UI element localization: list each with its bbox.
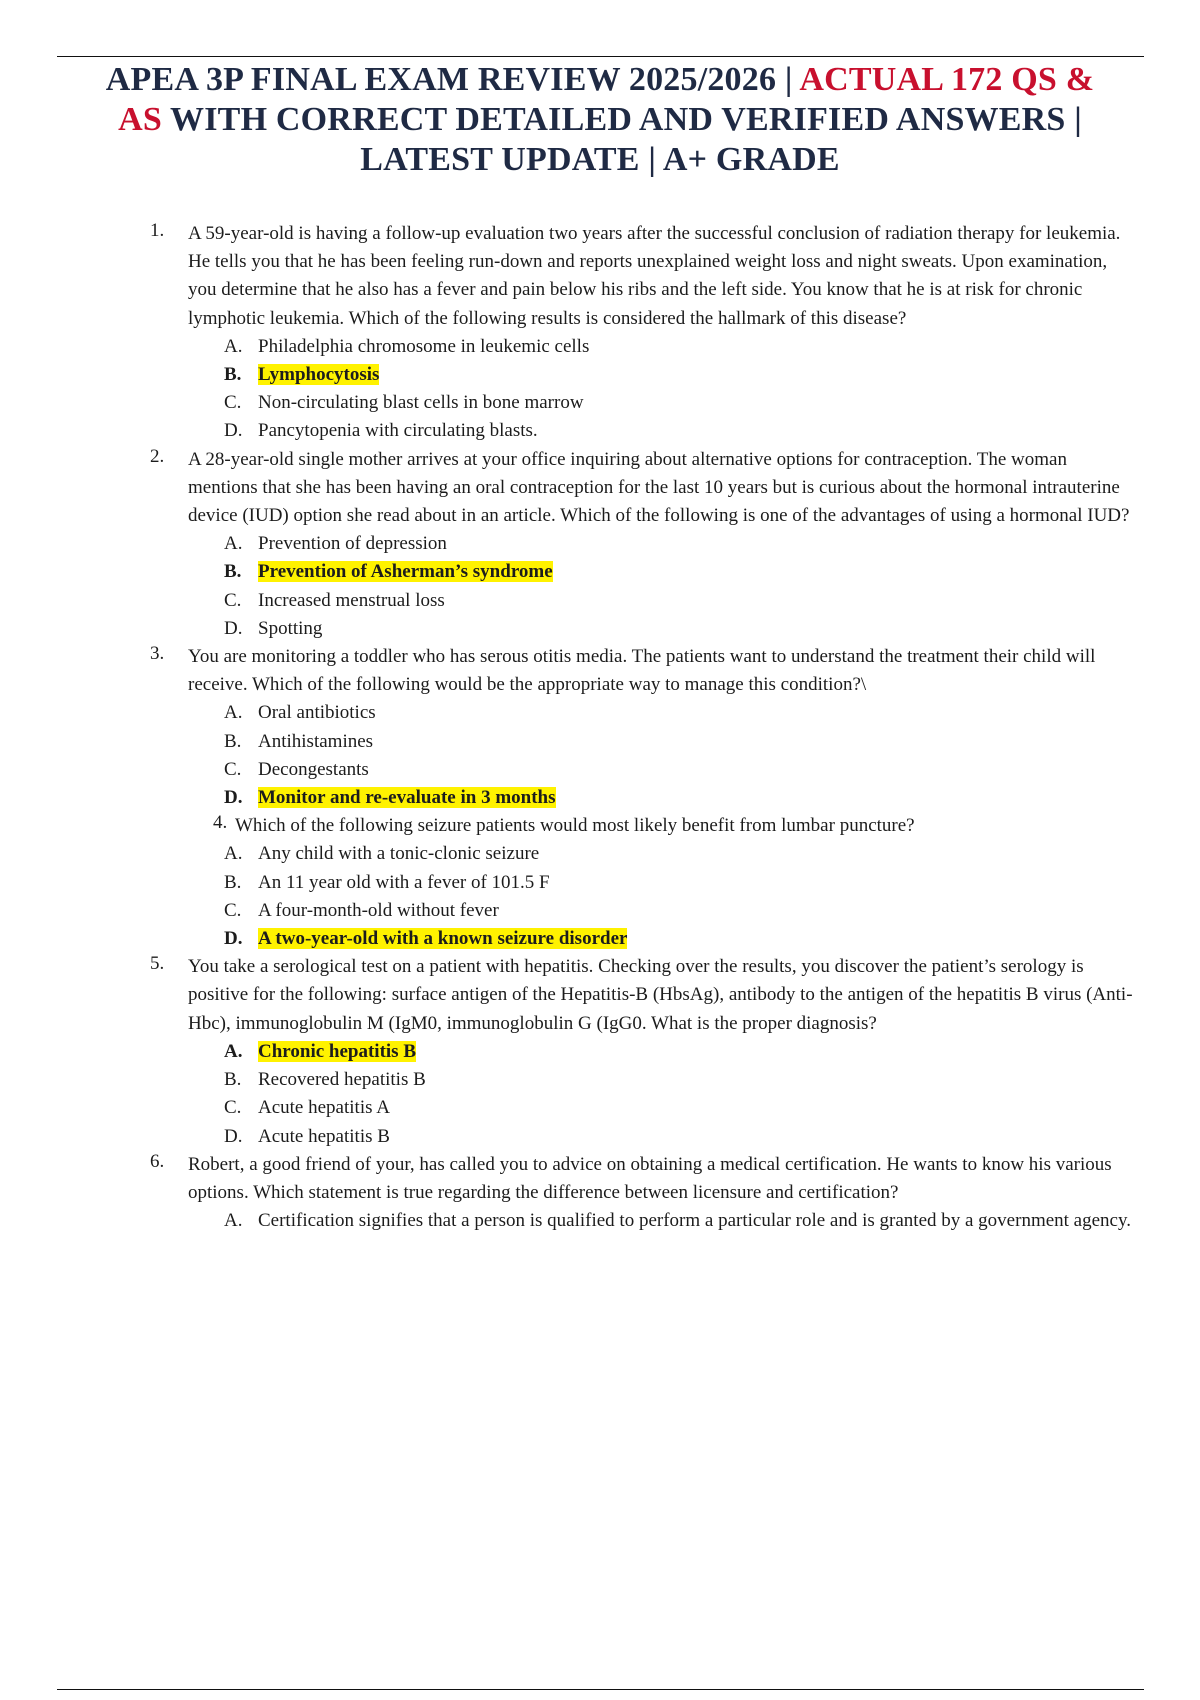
option-text: Pancytopenia with circulating blasts.	[258, 420, 538, 442]
option-b-correct	[224, 558, 1140, 586]
option-letter: C.	[224, 392, 242, 414]
option-text-highlighted: Chronic hepatitis B	[258, 1040, 417, 1062]
option-text: Acute hepatitis A	[258, 1097, 390, 1119]
option-text: Spotting	[258, 617, 323, 639]
option-text-highlighted: Lymphocytosis	[258, 364, 380, 386]
question-number: 4.	[213, 812, 228, 834]
question-text: You are monitoring a toddler who has serous otitis media. The patients want to understand the treatment their child will receive. Which of the following would be the appropriate way to manage this condition?\	[188, 646, 1096, 696]
question-number: 2.	[150, 445, 165, 467]
option-b	[224, 728, 1140, 756]
question-text: A 28-year-old single mother arrives at your office inquiring about alternative options for contraception. The woman mentions that she has been having an oral contraception for the last 10 years but is curious about the hormonal intrauterine device (IUD) option she read about in an article. Which of the following is one of the advantages of using a hormonal IUD?	[188, 448, 1130, 527]
option-list	[224, 530, 1140, 643]
option-letter: D.	[224, 1125, 243, 1147]
option-text: Decongestants	[258, 758, 369, 780]
option-text: Philadelphia chromosome in leukemic cells	[258, 335, 590, 357]
option-c	[224, 756, 1140, 784]
option-b	[224, 869, 1140, 897]
option-list	[224, 1207, 1140, 1235]
question-6	[150, 1151, 1140, 1236]
option-a	[224, 333, 1140, 361]
option-text-highlighted: Prevention of Asherman’s syndrome	[258, 561, 553, 583]
option-list	[224, 699, 1140, 812]
option-text: Any child with a tonic-clonic seizure	[258, 843, 540, 865]
option-d-correct	[224, 925, 1140, 953]
option-b	[224, 1066, 1140, 1094]
option-d	[224, 615, 1140, 643]
option-letter: C.	[224, 589, 242, 611]
page-title	[100, 60, 1100, 180]
top-rule	[57, 56, 1144, 57]
option-letter: D.	[224, 928, 243, 950]
option-text: An 11 year old with a fever of 101.5 F	[258, 871, 550, 893]
question-number: 6.	[150, 1150, 165, 1172]
title-part2: WITH CORRECT DETAILED AND VERIFIED ANSWERS | LATEST UPDATE | A+ GRADE	[161, 101, 1082, 178]
question-list	[150, 220, 1140, 1235]
option-text: Antihistamines	[258, 730, 374, 752]
option-letter: C.	[224, 1097, 242, 1119]
option-text: Increased menstrual loss	[258, 589, 445, 611]
question-text: A 59-year-old is having a follow-up evaluation two years after the successful conclusion of radiation therapy for leukemia. He tells you that he has been feeling run-down and reports unexplained weight loss and night sweats. Upon examination, you determine that he also has a fever and pain below his ribs and the left side. You know that he is at risk for chronic lymphotic leukemia. Which of the following results is considered the hallmark of this disease?	[188, 223, 1121, 329]
option-letter: B.	[224, 1069, 242, 1091]
question-text: Robert, a good friend of your, has called you to advice on obtaining a medical certification. He wants to know his various options. Which statement is true regarding the difference between licensure and certification?	[188, 1153, 1112, 1203]
option-c	[224, 587, 1140, 615]
question-text: Which of the following seizure patients would most likely benefit from lumbar puncture?	[235, 815, 915, 837]
question-number: 1.	[150, 220, 165, 241]
option-list	[224, 333, 1140, 446]
question-4	[150, 812, 1140, 953]
question-3	[150, 643, 1140, 812]
option-a	[224, 699, 1140, 727]
title-accent: ACTUAL 172 QS & AS	[118, 61, 1095, 138]
option-letter: D.	[224, 420, 243, 442]
option-letter: B.	[224, 730, 242, 752]
question-number: 3.	[150, 643, 165, 665]
option-letter: B.	[224, 364, 242, 386]
option-letter: C.	[224, 758, 242, 780]
option-letter: C.	[224, 899, 242, 921]
question-number: 5.	[150, 953, 165, 975]
bottom-rule	[57, 1689, 1144, 1690]
option-letter: A.	[224, 702, 243, 724]
option-list	[224, 1038, 1140, 1151]
option-text: Recovered hepatitis B	[258, 1069, 426, 1091]
option-letter: D.	[224, 617, 243, 639]
option-list	[224, 840, 1140, 953]
option-d	[224, 417, 1140, 445]
option-a-correct	[224, 1038, 1140, 1066]
option-c	[224, 897, 1140, 925]
option-letter: B.	[224, 561, 242, 583]
option-c	[224, 389, 1140, 417]
option-text: Non-circulating blast cells in bone marrow	[258, 392, 584, 414]
question-5	[150, 953, 1140, 1150]
title-part1: APEA 3P FINAL EXAM REVIEW 2025/2026 |	[105, 61, 800, 98]
option-text: Prevention of depression	[258, 533, 447, 555]
option-text: Oral antibiotics	[258, 702, 376, 724]
option-text-highlighted: Monitor and re-evaluate in 3 months	[258, 787, 556, 809]
option-letter: A.	[224, 1040, 243, 1062]
option-text: Certification signifies that a person is qualified to perform a particular role and is granted by a government agency.	[258, 1210, 1131, 1232]
option-letter: D.	[224, 787, 243, 809]
question-2	[150, 446, 1140, 643]
option-letter: A.	[224, 335, 243, 357]
option-d	[224, 1123, 1140, 1151]
question-text: You take a serological test on a patient with hepatitis. Checking over the results, you discover the patient’s serology is positive for the following: surface antigen of the Hepatitis-B (HbsAg), antibody to the antigen of the hepatitis B virus (Anti-Hbc), immunoglobulin M (IgM0, immunoglobulin G (IgG0. What is the proper diagnosis?	[188, 956, 1133, 1034]
option-a	[224, 530, 1140, 558]
question-1	[150, 220, 1140, 446]
option-letter: A.	[224, 533, 243, 555]
option-letter: A.	[224, 1210, 243, 1232]
option-text: Acute hepatitis B	[258, 1125, 390, 1147]
option-a	[224, 840, 1140, 868]
option-d-correct	[224, 784, 1140, 812]
option-letter: B.	[224, 871, 242, 893]
option-a	[224, 1207, 1140, 1235]
option-c	[224, 1094, 1140, 1122]
option-b-correct	[224, 361, 1140, 389]
option-text: A four-month-old without fever	[258, 899, 499, 921]
option-letter: A.	[224, 843, 243, 865]
option-text-highlighted: A two-year-old with a known seizure disorder	[258, 928, 628, 950]
